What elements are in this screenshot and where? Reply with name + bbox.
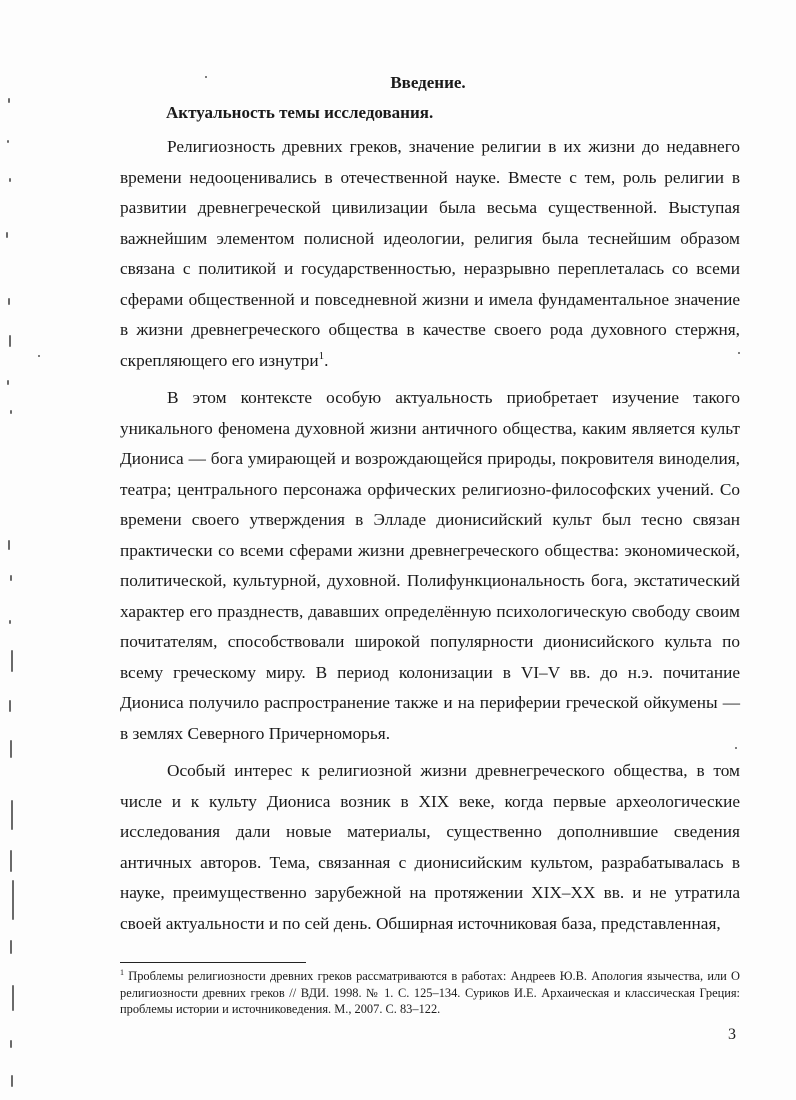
footnote-divider: [120, 962, 306, 963]
paragraph: В этом контексте особую актуальность приобретает изучение такого уникального феномена духовной жизни античного общества, каким является культ Диониса — бога умирающей и возрождающейся природы, покровителя виноделия, театра; центрального персонажа орфических религиозно-философских учений. Со времени своего утверждения в Элладе дионисийский культ был тесно связан практически со всеми сферами жизни древнегреческого общества: экономической, политической, культурной, духовной. Полифункциональность бога, экстатический характер его празднеств, дававших определённую психологическую свободу своим почитателям, способствовали широкой популярности дионисийского культа по всему греческому миру. В период колонизации в VI–V вв. до н.э. почитание Диониса получило распространение также и на периферии греческой ойкумены — в землях Северного Причерноморья.: [120, 388, 740, 743]
page-title: Введение.: [390, 73, 466, 92]
section-heading: Актуальность темы исследования.: [166, 103, 434, 122]
scan-edge-marks: [0, 0, 28, 1100]
scan-speck: [38, 355, 40, 357]
body-text: [120, 132, 740, 939]
footnote-text: Проблемы религиозности древних греков рассматриваются в работах: Андреев Ю.В. Апология язычества, или О религиозности древних греков // ВДИ. 1998. № 1. С. 125–134. Суриков И.Е. Архаическая и классическая Греция: проблемы истории и источниковедения. М., 2007. С. 83–122.: [120, 969, 740, 1016]
footnote: [120, 968, 740, 1018]
footnote-reference[interactable]: 1: [318, 349, 325, 362]
paragraph: Религиозность древних греков, значение религии в их жизни до недавнего времени недооценивались в отечественной науке. Вместе с тем, роль религии в развитии древнегреческой цивилизации была весьма существенной. Выступая важнейшим элементом полисной идеологии, религия была теснейшим образом связана с политикой и государственностью, неразрывно переплеталась со всеми сферами общественной и повседневной жизни и имела фундаментальное значение в жизни древнегреческого общества в качестве своего рода духовного стержня, скрепляющего его изнутри$^1$.: [120, 137, 740, 370]
paragraph: Особый интерес к религиозной жизни древнегреческого общества, в том числе и к культу Диониса возник в XIX веке, когда первые археологические исследования дали новые материалы, существенно дополнившие сведения античных авторов. Тема, связанная с дионисийским культом, разрабатывалась в науке, преимущественно зарубежной на протяжении XIX–XX вв. и не утратила своей актуальности и по сей день. Обширная источниковая база, представленная,: [120, 761, 740, 933]
footnote-marker: 1: [120, 967, 124, 977]
page-number: 3: [728, 1026, 736, 1043]
